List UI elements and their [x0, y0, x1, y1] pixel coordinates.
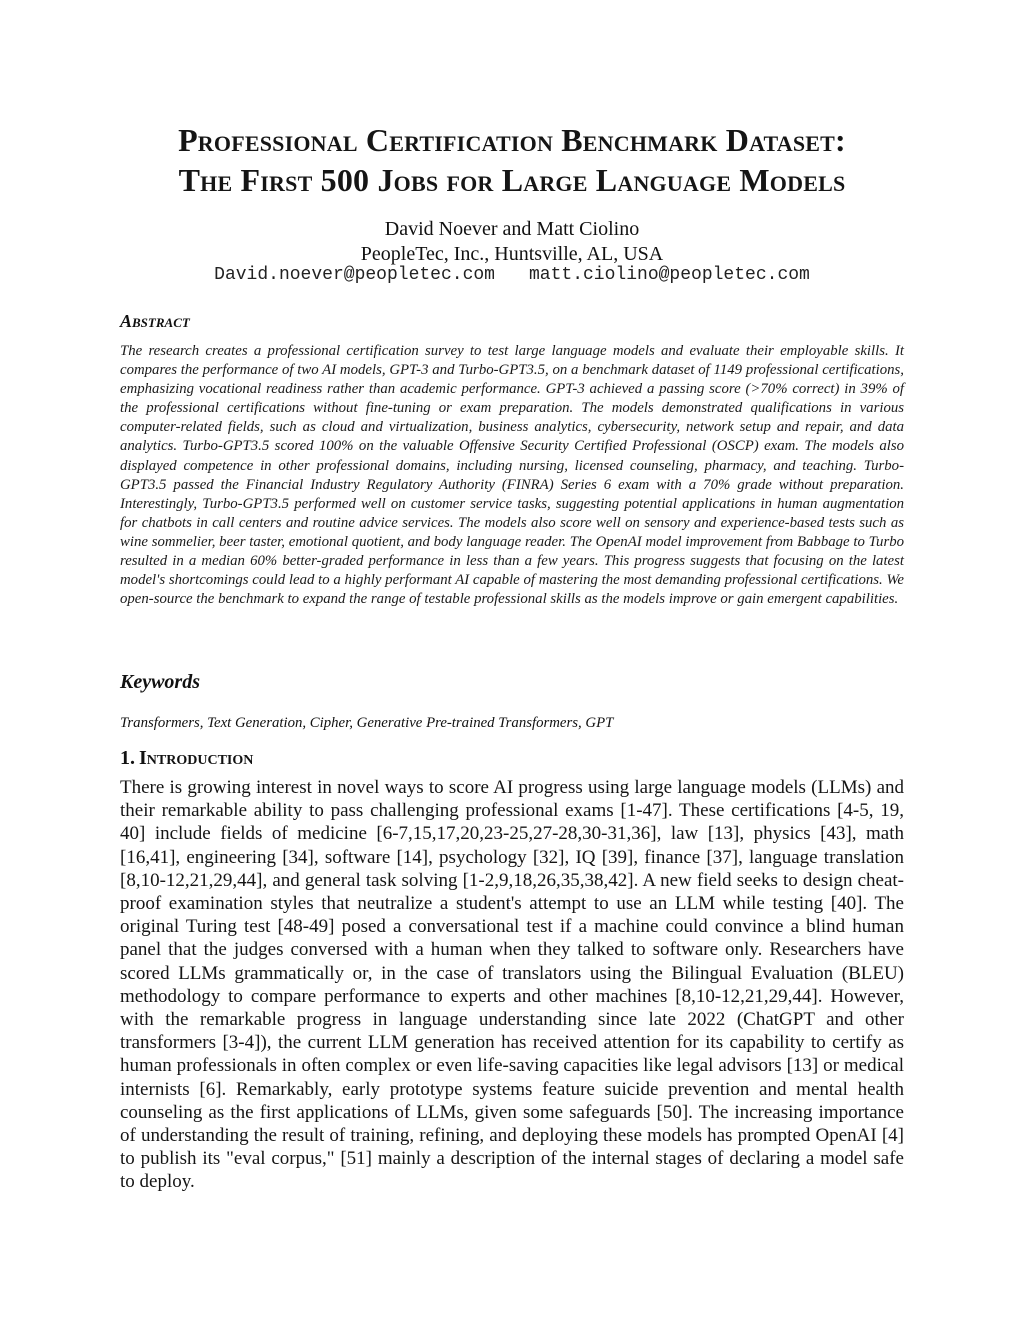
author-emails [100, 264, 924, 286]
email-noever: David.noever@peopletec.com [214, 265, 495, 285]
keywords-heading: Keywords [120, 671, 200, 693]
title-line-2: The First 500 Jobs for Large Language Models [178, 162, 846, 198]
author-affiliation: PeopleTec, Inc., Huntsville, AL, USA [360, 243, 664, 265]
abstract-body: The research creates a professional certification survey to test large language models and evaluate their employable skills. It compares the performance of two AI models, GPT-3 and Turbo-GPT3.5, on a benchmark dataset of 1149 professional certifications, emphasizing vocational readiness rather than academic performance. GPT-3 achieved a passing score (>70% correct) in 39% of the professional certifications without fine-tuning or exam preparation. The models demonstrated qualifications in various computer-related fields, such as cloud and virtualization, business analytics, cybersecurity, network setup and repair, and data analytics. Turbo-GPT3.5 scored 100% on the valuable Offensive Security Certified Professional (OSCP) exam. The models also displayed competence in other professional domains, including nursing, licensed counseling, pharmacy, and teaching. Turbo-GPT3.5 passed the Financial Industry Regulatory Authority (FINRA) Series 6 exam with a 70% grade without preparation. Interestingly, Turbo-GPT3.5 performed well on customer service tasks, suggesting potential applications in human augmentation for chatbots in call centers and routine advice services. The models also score well on sensory and experience-based tests such as wine sommelier, beer taster, emotional quotient, and body language reader. The OpenAI model improvement from Babbage to Turbo resulted in a median 60% better-graded performance in less than a few years. This progress suggests that focusing on the latest model's shortcomings could lead to a highly performant AI capable of mastering the most demanding professional certifications. We open-source the benchmark to expand the range of testable professional skills as the models improve or gain emergent capabilities. [120, 343, 904, 608]
section-title: Introduction [139, 747, 254, 769]
abstract-heading: Abstract [120, 311, 190, 331]
keywords-list: Transformers, Text Generation, Cipher, Generative Pre-trained Transformers, GPT [120, 715, 614, 731]
introduction-body: There is growing interest in novel ways to score AI progress using large language models (LLMs) and their remarkable ability to pass challenging professional exams [1-47]. These certifications [4-5, 19, 40] include fields of medicine [6-7,15,17,20,23-25,27-28,30-31,36], law [13], physics [43], math [16,41], engineering [34], software [14], psychology [32], IQ [39], finance [37], language translation [8,10-12,21,29,44], and general task solving [1-2,9,18,26,35,38,42]. A new field seeks to design cheat-proof examination styles that neutralize a student's attempt to use an LLM while testing [40]. The original Turing test [48-49] posed a conversational test if a machine could convince a blind human panel that the judges conversed with a human when they talked to software only. Researchers have scored LLMs grammatically or, in the case of translators using the Bilingual Evaluation (BLEU) methodology to compare performance to experts and other machines [8,10-12,21,29,44]. However, with the remarkable progress in language understanding since late 2022 (ChatGPT and other transformers [3-4]), the current LLM generation has received attention for its capability to certify as human professionals in often complex or even life-saving capacities like legal advisors [13] or medical internists [6]. Remarkably, early prototype systems feature suicide prevention and mental health counseling as the first applications of LLMs, given some safeguards [50]. The increasing importance of understanding the result of training, refining, and deploying these models has prompted OpenAI [4] to publish its "eval corpus," [51] mainly a description of the internal stages of declaring a model safe to deploy. [120, 777, 904, 1193]
section-number: 1. [120, 747, 135, 769]
email-ciolino: matt.ciolino@peopletec.com [529, 265, 810, 285]
title-line-1: Professional Certification Benchmark Dataset: [178, 122, 846, 158]
author-names: David Noever and Matt Ciolino [384, 218, 640, 240]
paper-title [100, 120, 924, 200]
introduction-heading [120, 745, 253, 771]
